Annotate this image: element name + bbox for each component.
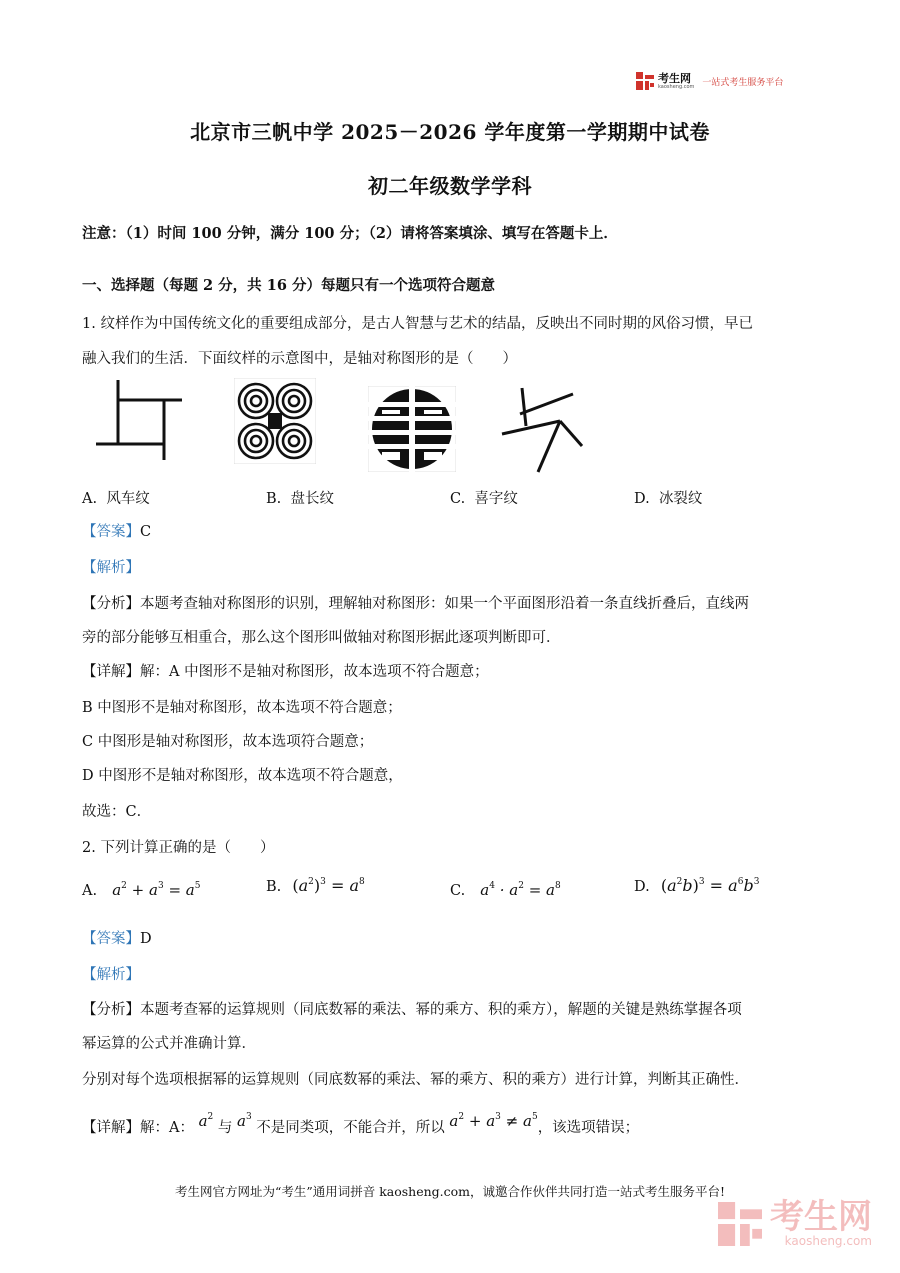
formula: $(a^2b)^3 = a^6b^3$ [660,876,760,895]
option-key: A. [82,883,98,899]
q2-analysis-tag: 【解析】 [82,967,140,983]
kaosheng-watermark-icon [718,1202,762,1246]
q1-option-a [82,487,150,508]
q1-option-d [634,487,702,508]
q2-option-a [82,880,200,899]
answer-value: D [140,931,152,947]
q2-option-b [266,876,365,895]
q1-detail-line4: D 中图形不是轴对称图形，故本选项不符合题意， [82,768,403,784]
option-key: A. [82,491,98,507]
option-key: C. [450,491,466,507]
option-key: B. [266,879,282,895]
detail-tag: 【详解】 [82,1120,140,1136]
formula: $a^2$ [198,1112,214,1130]
detail-mid1: 与 [217,1120,233,1136]
watermark-text: 考生网 [770,1197,872,1237]
logo-name: 考生网 [658,71,691,85]
answer-value: C [140,524,152,540]
q1-fenxi-line1 [82,594,749,614]
fenxi-tag: 【分析】 [82,1002,140,1018]
double-happiness-figure [368,386,456,472]
watermark [718,1197,872,1248]
section-heading: 一、选择题（每题 2 分，共 16 分）每题只有一个选项符合题意 [82,277,495,294]
logo-slogan: 一站式考生服务平台 [702,77,784,88]
q1-option-c [450,487,518,508]
formula: $(a^2)^3 = a^8$ [292,876,365,895]
q1-analysis-tag: 【解析】 [82,560,140,576]
q1-fenxi-line2: 旁的部分能够互相重合，那么这个图形叫做轴对称图形据此逐项判断即可． [82,630,561,646]
brand-logo [636,72,783,90]
ice-crack-figure [498,384,586,474]
logo-url: kaosheng.com [658,83,695,90]
q1-detail-line1 [82,662,489,682]
exam-title: 北京市三帆中学 2025－2026 学年度第一学期期中试卷 [190,120,710,144]
watermark-text-block [770,1197,872,1248]
detail-mid2: 不是同类项，不能合并，所以 [256,1120,445,1136]
q2-fenxi-line1 [82,1000,742,1020]
option-key: D. [634,491,650,507]
windmill-pattern-figure [94,378,184,463]
q1-detail-line2: B 中图形不是轴对称图形，故本选项不符合题意； [82,700,402,716]
option-label: 喜字纹 [474,491,518,507]
q2-fenxi-line2: 幂运算的公式并准确计算． [82,1036,256,1052]
q1-text-line1: 1. 纹样作为中国传统文化的重要组成部分，是古人智慧与艺术的结晶，反映出不同时期的风俗习惯，早已 [82,316,753,332]
detail-tag: 【详解】 [82,664,140,680]
q1-detail-line3: C 中图形是轴对称图形，故本选项符合题意； [82,734,374,750]
watermark-url: kaosheng.com [784,1234,872,1248]
formula: $a^2 + a^3 \ne a^5$ [449,1112,538,1130]
exam-subtitle: 初二年级数学学科 [368,174,532,198]
option-label: 盘长纹 [290,491,334,507]
q2-fenxi-line3: 分别对每个选项根据幂的运算规则（同底数幂的乘法、幂的乘方、积的乘方）进行计算，判断其正确性． [82,1072,749,1088]
q2-text: 2. 下列计算正确的是（ ） [82,840,275,856]
q1-text-line2: 融入我们的生活．下面纹样的示意图中，是轴对称图形的是（ ） [82,351,517,367]
q2-detail-line1 [82,1113,639,1138]
logo-text [658,73,694,90]
answer-tag: 【答案】 [82,931,140,947]
panchang-knot-figure [234,378,316,464]
q2-answer [82,929,152,949]
detail-prefix: 解：A： [140,1120,194,1136]
notice: 注意：（1）时间 100 分钟，满分 100 分；（2）请将答案填涂、填写在答题卡上． [82,225,618,242]
option-key: D. [634,879,650,895]
detail-suffix: ，该选项错误； [537,1120,640,1136]
formula: $a^4 \cdot a^2 = a^8$ [480,881,561,899]
q1-answer [82,522,151,542]
fenxi-text: 本题考查轴对称图形的识别，理解轴对称图形：如果一个平面图形沿着一条直线折叠后，直线两 [140,596,749,612]
detail-text: 解：A 中图形不是轴对称图形，故本选项不符合题意； [140,664,489,680]
q1-option-b [266,487,334,508]
q2-option-d [634,876,759,895]
kaosheng-logo-icon [636,72,654,90]
fenxi-tag: 【分析】 [82,596,140,612]
option-label: 冰裂纹 [658,491,703,507]
q1-conclusion: 故选：C． [82,804,152,820]
fenxi-text: 本题考查幂的运算规则（同底数幂的乘法、幂的乘方、积的乘方），解题的关键是熟练掌握各项 [140,1002,742,1018]
option-label: 风车纹 [106,491,150,507]
answer-tag: 【答案】 [82,524,140,540]
q2-option-c [450,880,561,899]
option-key: C. [450,883,466,899]
option-key: B. [266,491,282,507]
page-footer: 考生网官方网址为“考生”通用词拼音 kaosheng.com，诚邀合作伙伴共同打造一站式考生服务平台! [174,1184,726,1199]
formula: $a^3$ [237,1112,252,1130]
formula: $a^2 + a^3 = a^5$ [112,881,201,899]
